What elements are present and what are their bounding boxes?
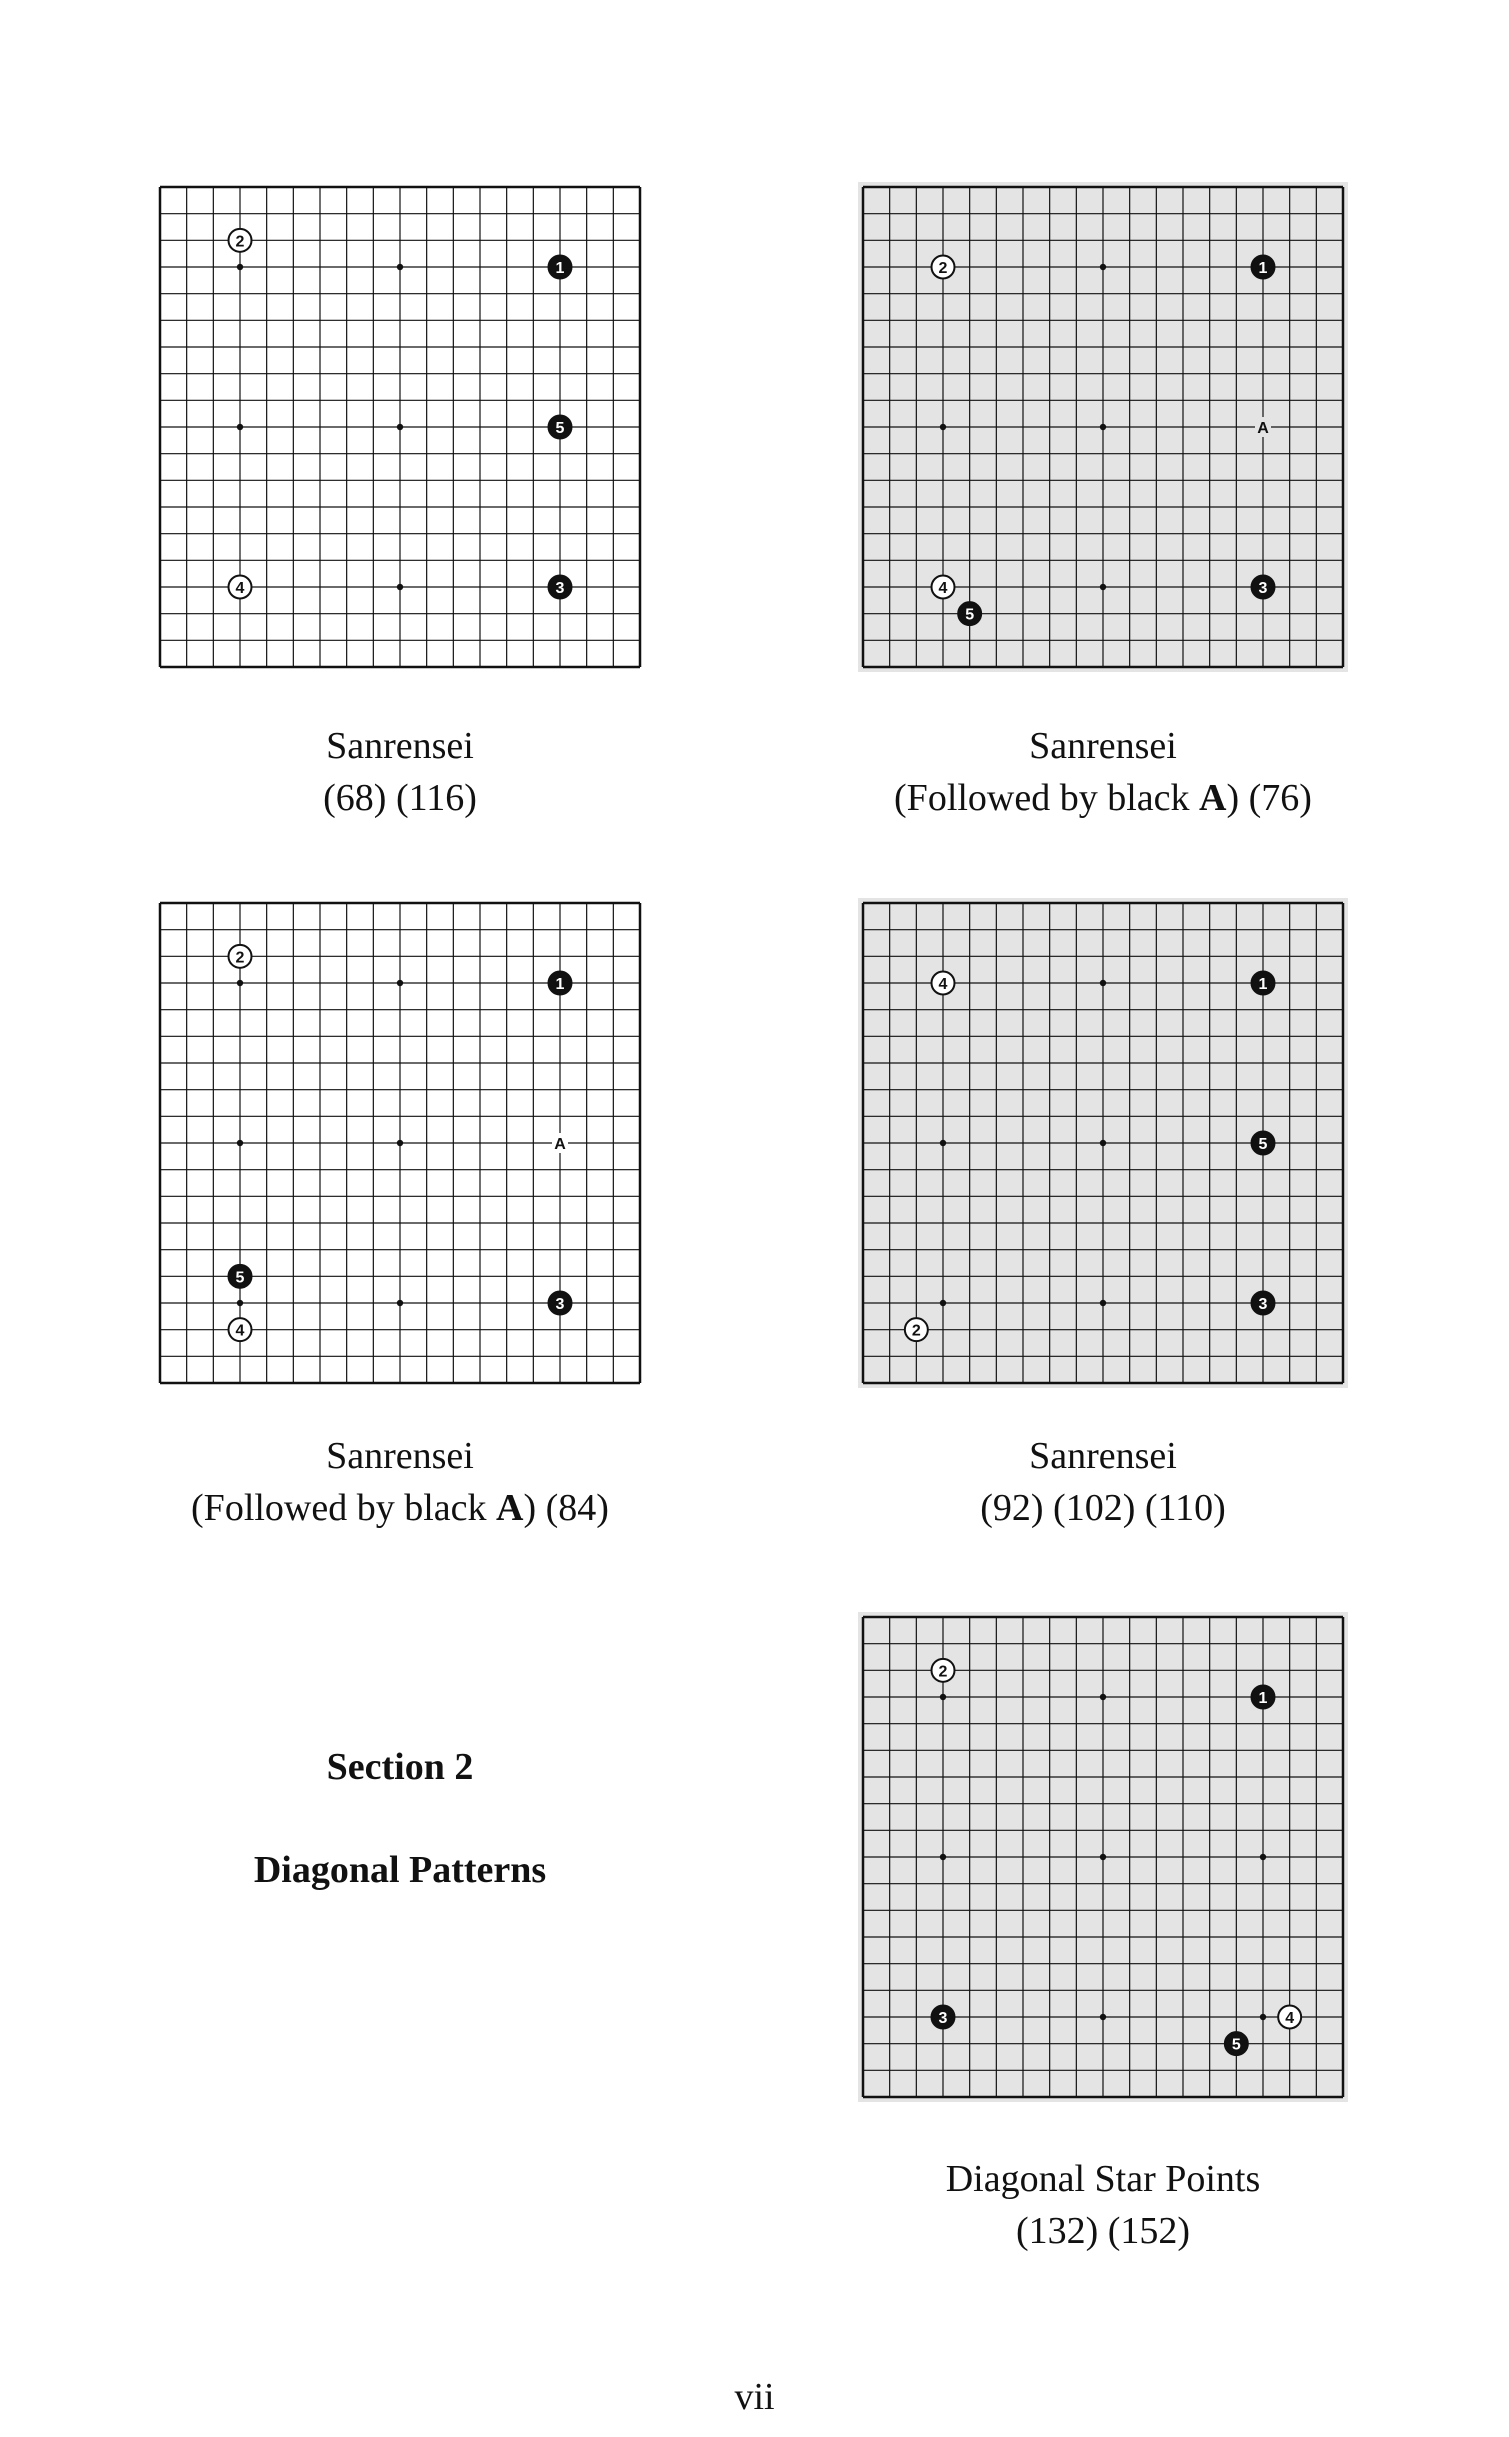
caption-references: (132) (152) (1015, 2210, 1191, 2252)
diagram-4-caption (803, 1430, 1403, 1534)
caption-title: Diagonal Star Points (945, 2158, 1261, 2200)
stone-number: 2 (911, 1322, 921, 1340)
star-point (1100, 1694, 1106, 1700)
star-point (397, 1300, 403, 1306)
star-point (1100, 584, 1106, 590)
star-point (397, 264, 403, 270)
star-point (1100, 980, 1106, 986)
stone-number: 2 (938, 1663, 948, 1681)
caption-references: (Followed by black A) (76) (894, 777, 1312, 819)
stone-number: 4 (938, 976, 948, 993)
stone-number: 3 (1258, 580, 1268, 597)
star-point (237, 424, 243, 430)
stone-number: 1 (1258, 1690, 1268, 1707)
section-title: Section 2 (326, 1746, 474, 1788)
caption-title: Sanrensei (1029, 725, 1177, 767)
star-point (237, 980, 243, 986)
star-point (397, 980, 403, 986)
star-point (940, 1300, 946, 1306)
stone-number: 4 (1285, 2010, 1295, 2027)
star-point (397, 584, 403, 590)
star-point (1100, 2014, 1106, 2020)
stone-number: 3 (555, 1296, 565, 1313)
board-label: A (1257, 420, 1269, 437)
board-label: A (554, 1136, 566, 1153)
star-point (1100, 264, 1106, 270)
diagram-5-caption (803, 2153, 1403, 2257)
stone-number: 2 (235, 233, 245, 251)
page-number: vii (734, 2376, 775, 2418)
star-point (1260, 2014, 1266, 2020)
star-point (237, 264, 243, 270)
diagram-1-caption (100, 720, 700, 824)
stone-number: 3 (555, 580, 565, 597)
stone-number: 5 (965, 606, 975, 624)
go-board-4 (858, 898, 1348, 1388)
stone-number: 5 (555, 420, 565, 437)
star-point (940, 1854, 946, 1860)
diagram-2-caption (803, 720, 1403, 824)
stone-number: 5 (235, 1269, 245, 1287)
caption-title: Sanrensei (326, 725, 474, 767)
stone-number: 5 (1258, 1136, 1268, 1153)
star-point (940, 1140, 946, 1146)
go-board-3 (155, 898, 645, 1388)
section-subtitle: Diagonal Patterns (253, 1849, 547, 1891)
caption-references: (92) (102) (110) (980, 1487, 1226, 1529)
star-point (237, 1140, 243, 1146)
stone-number: 2 (938, 260, 948, 277)
star-point (237, 1300, 243, 1306)
stone-number: 2 (235, 949, 245, 967)
star-point (1260, 1854, 1266, 1860)
stone-number: 3 (938, 2010, 948, 2027)
caption-references: (68) (116) (323, 777, 477, 819)
star-point (1100, 1854, 1106, 1860)
stone-number: 1 (555, 260, 565, 277)
stone-number: 4 (938, 580, 948, 597)
go-board-5 (858, 1612, 1348, 2102)
stone-number: 1 (1258, 976, 1268, 993)
go-board-1 (155, 182, 645, 672)
caption-title: Sanrensei (1029, 1435, 1177, 1477)
stone-number: 1 (555, 976, 565, 993)
stone-number: 4 (235, 1322, 245, 1340)
stone-number: 1 (1258, 260, 1268, 277)
stone-number: 3 (1258, 1296, 1268, 1313)
caption-bold-letter: A (1199, 777, 1227, 819)
caption-references: (Followed by black A) (84) (191, 1487, 609, 1529)
go-board-2 (858, 182, 1348, 672)
star-point (397, 424, 403, 430)
star-point (1100, 424, 1106, 430)
star-point (1100, 1300, 1106, 1306)
caption-title: Sanrensei (326, 1435, 474, 1477)
star-point (940, 1694, 946, 1700)
star-point (1100, 1140, 1106, 1146)
caption-bold-letter: A (496, 1487, 524, 1529)
star-point (397, 1140, 403, 1146)
star-point (940, 424, 946, 430)
stone-number: 4 (235, 580, 245, 597)
diagram-3-caption (100, 1430, 700, 1534)
stone-number: 5 (1231, 2036, 1241, 2054)
